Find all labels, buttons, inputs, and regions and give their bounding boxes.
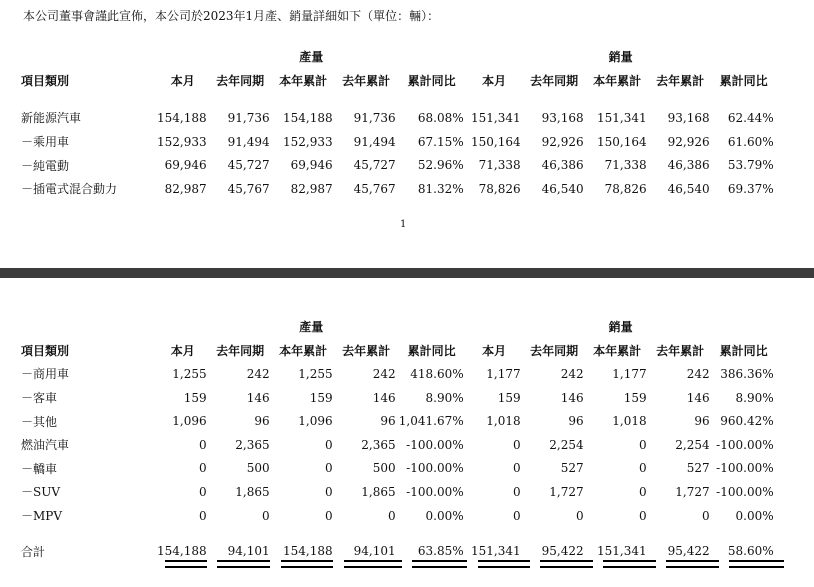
row-label: －轎車: [21, 461, 58, 476]
cell-value: 150,164: [471, 134, 521, 149]
cell-value: 154,188: [283, 544, 333, 559]
cell-value: 2,254: [675, 437, 710, 452]
cell-value: 500: [372, 461, 396, 476]
cell-value: 150,164: [597, 134, 647, 149]
cell-value: 93,168: [667, 110, 710, 125]
column-header-row: [21, 339, 776, 363]
row-label: －其他: [21, 414, 58, 429]
column-header: 累計同比: [407, 73, 456, 88]
cell-value: 151,341: [471, 544, 521, 559]
column-header: 項目類別: [21, 343, 70, 358]
cell-value: 0: [638, 508, 647, 523]
cell-value: 500: [246, 461, 270, 476]
cell-value: 46,386: [541, 158, 584, 173]
row-label: －商用車: [21, 367, 70, 382]
column-header: 去年同期: [530, 343, 579, 358]
cell-value: 1,096: [172, 414, 207, 429]
row-label: 合計: [21, 544, 46, 559]
cell-value: 81.32%: [417, 181, 464, 196]
column-header: 累計同比: [719, 73, 768, 88]
column-header-row: [21, 69, 776, 93]
cell-value: 242: [246, 366, 270, 381]
table-row: [21, 457, 776, 481]
group-header-sales: 銷量: [608, 320, 633, 335]
cell-value: 61.60%: [727, 134, 774, 149]
cell-value: 0: [638, 484, 647, 499]
table-row: [21, 362, 776, 386]
cell-value: 1,041.67%: [398, 414, 464, 429]
cell-value: 527: [686, 461, 710, 476]
cell-value: -100.00%: [716, 461, 774, 476]
table-row: [21, 177, 776, 201]
cell-value: 71,338: [478, 158, 521, 173]
group-header-production: 產量: [299, 50, 324, 65]
cell-value: 82,987: [164, 181, 207, 196]
page-number: 1: [400, 219, 407, 230]
column-header: 本月: [170, 73, 195, 88]
total-double-underline: [281, 560, 333, 568]
cell-value: 92,926: [541, 134, 584, 149]
cell-value: 78,826: [478, 181, 521, 196]
cell-value: 0: [512, 437, 521, 452]
cell-value: 159: [183, 390, 207, 405]
row-label: －插電式混合動力: [21, 182, 118, 197]
cell-value: -100.00%: [406, 437, 464, 452]
column-header: 本年累計: [593, 343, 642, 358]
cell-value: -100.00%: [716, 437, 774, 452]
cell-value: 152,933: [157, 134, 207, 149]
cell-value: 0: [324, 437, 333, 452]
cell-value: 46,540: [541, 181, 584, 196]
cell-value: 62.44%: [727, 110, 774, 125]
cell-value: 67.15%: [417, 134, 464, 149]
cell-value: 1,018: [612, 414, 647, 429]
cell-value: 1,727: [549, 484, 584, 499]
cell-value: 2,365: [361, 437, 396, 452]
cell-value: 418.60%: [410, 366, 464, 381]
cell-value: 0: [324, 461, 333, 476]
cell-value: 69,946: [164, 158, 207, 173]
cell-value: 91,736: [227, 110, 270, 125]
cell-value: 151,341: [471, 110, 521, 125]
column-header: 本月: [482, 73, 507, 88]
column-header: 去年同期: [216, 343, 265, 358]
cell-value: 1,865: [235, 484, 270, 499]
table-row: [21, 386, 776, 410]
cell-value: 58.60%: [727, 544, 774, 559]
row-label: 新能源汽車: [21, 111, 82, 126]
cell-value: 82,987: [290, 181, 333, 196]
cell-value: 0: [638, 437, 647, 452]
total-double-underline: [666, 560, 719, 568]
cell-value: 0: [198, 484, 207, 499]
cell-value: 0: [512, 461, 521, 476]
cell-value: 159: [497, 390, 521, 405]
column-header: 本月: [170, 343, 195, 358]
cell-value: 146: [560, 390, 584, 405]
table-row: [21, 153, 776, 177]
cell-value: 242: [686, 366, 710, 381]
cell-value: 96: [694, 414, 710, 429]
cell-value: 52.96%: [417, 158, 464, 173]
cell-value: 93,168: [541, 110, 584, 125]
cell-value: 151,341: [597, 110, 647, 125]
cell-value: 53.79%: [727, 158, 774, 173]
cell-value: 0: [575, 508, 584, 523]
total-double-underline: [729, 560, 784, 568]
cell-value: 91,494: [227, 134, 270, 149]
cell-value: 2,365: [235, 437, 270, 452]
total-double-underline: [603, 560, 656, 568]
total-double-underline: [344, 560, 402, 568]
cell-value: 154,188: [283, 110, 333, 125]
total-double-underline: [412, 560, 467, 568]
cell-value: 92,926: [667, 134, 710, 149]
cell-value: 152,933: [283, 134, 333, 149]
page-break-band: [0, 268, 814, 278]
cell-value: 242: [372, 366, 396, 381]
row-label: －MPV: [21, 509, 63, 524]
cell-value: 46,386: [667, 158, 710, 173]
column-header: 去年累計: [342, 343, 391, 358]
cell-value: 0.00%: [735, 508, 774, 523]
column-header: 本年累計: [279, 73, 328, 88]
group-header-sales: 銷量: [608, 50, 633, 65]
cell-value: 1,727: [675, 484, 710, 499]
cell-value: -100.00%: [406, 461, 464, 476]
cell-value: 46,540: [667, 181, 710, 196]
row-label: －乘用車: [21, 135, 70, 150]
row-label: －客車: [21, 391, 58, 406]
cell-value: 0: [512, 484, 521, 499]
column-header: 去年同期: [216, 73, 265, 88]
cell-value: 68.08%: [417, 110, 464, 125]
cell-value: 0: [261, 508, 270, 523]
cell-value: 154,188: [157, 110, 207, 125]
cell-value: 1,255: [298, 366, 333, 381]
group-header-production: 產量: [299, 320, 324, 335]
cell-value: 0: [638, 461, 647, 476]
cell-value: 69,946: [290, 158, 333, 173]
cell-value: 91,494: [353, 134, 396, 149]
cell-value: 960.42%: [720, 414, 774, 429]
cell-value: 1,177: [486, 366, 521, 381]
cell-value: 45,727: [353, 158, 396, 173]
cell-value: 78,826: [604, 181, 647, 196]
total-double-underline: [217, 560, 270, 568]
table-row: [21, 106, 776, 130]
table-row: [21, 504, 776, 528]
cell-value: 0: [387, 508, 396, 523]
cell-value: 63.85%: [417, 544, 464, 559]
table-row: [21, 130, 776, 154]
column-header: 去年累計: [656, 73, 705, 88]
column-header: 本月: [482, 343, 507, 358]
cell-value: 91,736: [353, 110, 396, 125]
cell-value: 1,018: [486, 414, 521, 429]
cell-value: 151,341: [597, 544, 647, 559]
cell-value: 0: [324, 484, 333, 499]
cell-value: 146: [246, 390, 270, 405]
cell-value: 1,255: [172, 366, 207, 381]
cell-value: 96: [380, 414, 396, 429]
cell-value: 45,767: [353, 181, 396, 196]
total-double-underline: [540, 560, 593, 568]
cell-value: 94,101: [353, 544, 396, 559]
cell-value: 0: [701, 508, 710, 523]
cell-value: 94,101: [227, 544, 270, 559]
cell-value: 0: [198, 461, 207, 476]
cell-value: 95,422: [667, 544, 710, 559]
cell-value: 159: [623, 390, 647, 405]
table-row: [21, 409, 776, 433]
cell-value: 95,422: [541, 544, 584, 559]
cell-value: 242: [560, 366, 584, 381]
cell-value: 45,727: [227, 158, 270, 173]
cell-value: 0: [198, 508, 207, 523]
column-header: 累計同比: [719, 343, 768, 358]
column-header: 本年累計: [593, 73, 642, 88]
cell-value: 146: [372, 390, 396, 405]
intro-text: 本公司董事會謹此宣佈，本公司於2023年1月產、銷量詳細如下（單位：輛）：: [23, 9, 440, 23]
table-row: [21, 433, 776, 457]
row-label: －SUV: [21, 485, 61, 500]
total-double-underline: [165, 560, 207, 568]
cell-value: 1,096: [298, 414, 333, 429]
cell-value: 8.90%: [735, 390, 774, 405]
cell-value: 0: [512, 508, 521, 523]
column-header: 去年同期: [530, 73, 579, 88]
cell-value: -100.00%: [406, 484, 464, 499]
cell-value: 0: [198, 437, 207, 452]
cell-value: 0: [324, 508, 333, 523]
column-header: 本年累計: [279, 343, 328, 358]
column-header: 去年累計: [656, 343, 705, 358]
total-double-underline: [478, 560, 530, 568]
column-header: 去年累計: [342, 73, 391, 88]
production-sales-table-2: [21, 315, 776, 563]
cell-value: -100.00%: [716, 484, 774, 499]
column-header: 累計同比: [407, 343, 456, 358]
table-row: [21, 480, 776, 504]
cell-value: 45,767: [227, 181, 270, 196]
cell-value: 2,254: [549, 437, 584, 452]
cell-value: 71,338: [604, 158, 647, 173]
production-sales-table-1: [21, 45, 776, 201]
row-label: －純電動: [21, 158, 70, 173]
cell-value: 1,865: [361, 484, 396, 499]
cell-value: 1,177: [612, 366, 647, 381]
cell-value: 69.37%: [727, 181, 774, 196]
cell-value: 8.90%: [425, 390, 464, 405]
cell-value: 154,188: [157, 544, 207, 559]
cell-value: 159: [309, 390, 333, 405]
column-header: 項目類別: [21, 73, 70, 88]
cell-value: 527: [560, 461, 584, 476]
cell-value: 0.00%: [425, 508, 464, 523]
cell-value: 146: [686, 390, 710, 405]
row-label: 燃油汽車: [21, 438, 70, 453]
cell-value: 386.36%: [720, 366, 774, 381]
cell-value: 96: [568, 414, 584, 429]
cell-value: 96: [254, 414, 270, 429]
